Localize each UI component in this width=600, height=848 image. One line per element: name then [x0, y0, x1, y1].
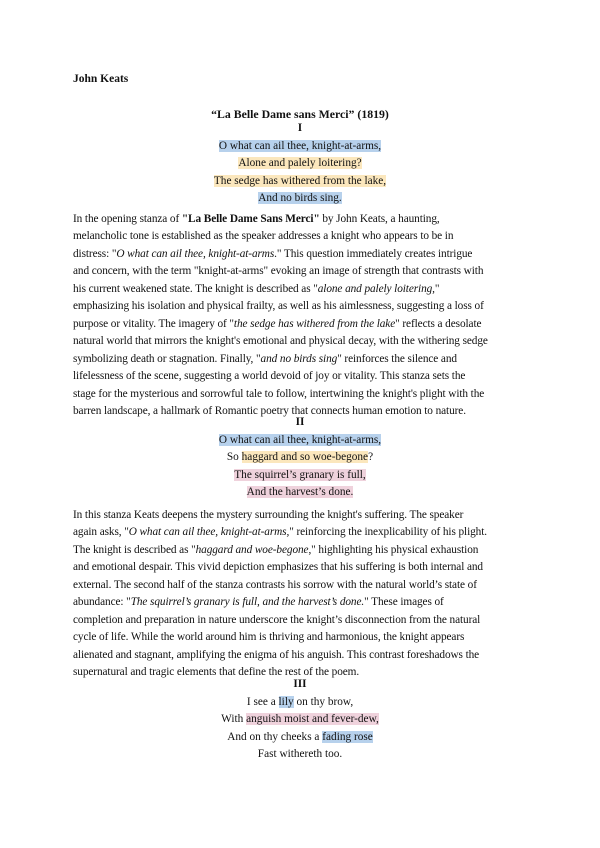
- stanza-3-line-3: And on thy cheeks a fading rose: [227, 730, 373, 743]
- analysis-paragraph-1: [73, 211, 528, 420]
- para-2-line: completion and preparation in nature underscore the knight’s disconnection from the natural: [73, 613, 481, 626]
- para-2-line: again asks, "O what can ail thee, knight-at-arms," reinforcing the inexplicability of his plight.: [73, 526, 487, 539]
- para-1-line: distress: "O what can ail thee, knight-at-arms." This question immediately creates intrigue: [73, 247, 473, 260]
- para-2-line: external. The second half of the stanza contrasts his sorrow with the natural world’s state of: [73, 578, 477, 591]
- para-1-line: stage for the mysterious and sorrowful tale to follow, intertwining the knight's plight with the: [73, 387, 485, 400]
- highlight-yellow: haggard and so woe-begone: [241, 451, 369, 464]
- highlight-yellow: Alone and palely loitering?: [238, 157, 362, 170]
- para-2-line: supernatural and tragic elements that define the rest of the poem.: [73, 666, 360, 679]
- highlight-yellow: The sedge has withered from the lake,: [213, 174, 387, 187]
- stanza-2: [0, 414, 600, 502]
- highlight-pink: And the harvest’s done.: [246, 486, 354, 499]
- para-1-line: lifelessness of the scene, suggesting a world devoid of joy or vitality. This stanza sets the: [73, 370, 466, 383]
- stanza-1-numeral: I: [297, 122, 303, 134]
- analysis-paragraph-2: [73, 507, 528, 682]
- stanza-2-line-4: [0, 484, 600, 502]
- stanza-3-line-1: I see a lily on thy brow,: [246, 695, 354, 708]
- para-2-line: cycle of life. While the world around him is thriving and harmonious, the knight appears: [73, 631, 465, 644]
- stanza-2-line-1: [0, 432, 600, 450]
- stanza-1-line-1: [0, 138, 600, 156]
- author-name: John Keats: [73, 73, 129, 85]
- para-1-line: symbolizing death or stagnation. Finally, "and no birds sing" reinforces the silence and: [73, 352, 457, 365]
- para-1-line: natural world that mirrors the knight's emotional and physical decay, with the withering sedge: [73, 335, 488, 348]
- stanza-3-line-2: With anguish moist and fever-dew,: [221, 713, 379, 726]
- stanza-3: [0, 676, 600, 764]
- stanza-1: [0, 120, 600, 208]
- para-1-line: emphasizing his isolation and physical frailty, as well as his aimlessness, suggesting a loss of: [73, 300, 484, 313]
- para-1-line: In the opening stanza of "La Belle Dame Sans Merci" by John Keats, a haunting,: [73, 213, 440, 225]
- para-2-line: abundance: "The squirrel’s granary is full, and the harvest’s done." These images of: [73, 596, 444, 609]
- stanza-1-line-3: [0, 173, 600, 191]
- stanza-2-numeral: II: [295, 416, 305, 428]
- para-2-line: The knight is described as "haggard and woe-begone," highlighting his physical exhaustion: [73, 543, 479, 556]
- stanza-1-line-2: [0, 155, 600, 173]
- para-1-line: purpose or vitality. The imagery of "the sedge has withered from the lake" reflects a desolate: [73, 317, 482, 330]
- highlight-pink: anguish moist and fever-dew,: [246, 713, 379, 726]
- para-2-line: In this stanza Keats deepens the mystery surrounding the knight's suffering. The speaker: [73, 509, 464, 521]
- stanza-3-line-4: Fast withereth too.: [257, 748, 343, 761]
- highlight-blue: fading rose: [322, 730, 373, 743]
- stanza-2-line-3: [0, 467, 600, 485]
- stanza-2-line-2: So haggard and so woe-begone?: [226, 451, 374, 464]
- para-1-line: and concern, with the term "knight-at-arms" evoking an image of strength that contrasts with: [73, 265, 484, 278]
- para-2-line: and emotional despair. This vivid depiction emphasizes that his suffering is both internal and: [73, 561, 483, 574]
- poem-title: “La Belle Dame sans Merci” (1819): [211, 107, 389, 121]
- para-1-line: barren landscape, a hallmark of Romantic poetry that connects human emotion to nature.: [73, 404, 466, 417]
- stanza-1-line-4: [0, 190, 600, 208]
- highlight-blue: lily: [278, 695, 294, 708]
- highlight-blue: O what can ail thee, knight-at-arms,: [218, 139, 382, 152]
- para-1-line: his current weakened state. The knight is described as "alone and palely loitering,": [73, 282, 440, 295]
- para-2-line: alienated and stagnant, amplifying the enigma of his anguish. This contrast foreshadows the: [73, 648, 480, 661]
- highlight-pink: The squirrel’s granary is full,: [234, 468, 366, 481]
- highlight-blue: And no birds sing.: [258, 192, 342, 205]
- para-1-line: melancholic tone is established as the speaker addresses a knight who appears to be in: [73, 230, 454, 243]
- stanza-3-numeral: III: [293, 678, 307, 690]
- highlight-blue: O what can ail thee, knight-at-arms,: [218, 433, 382, 446]
